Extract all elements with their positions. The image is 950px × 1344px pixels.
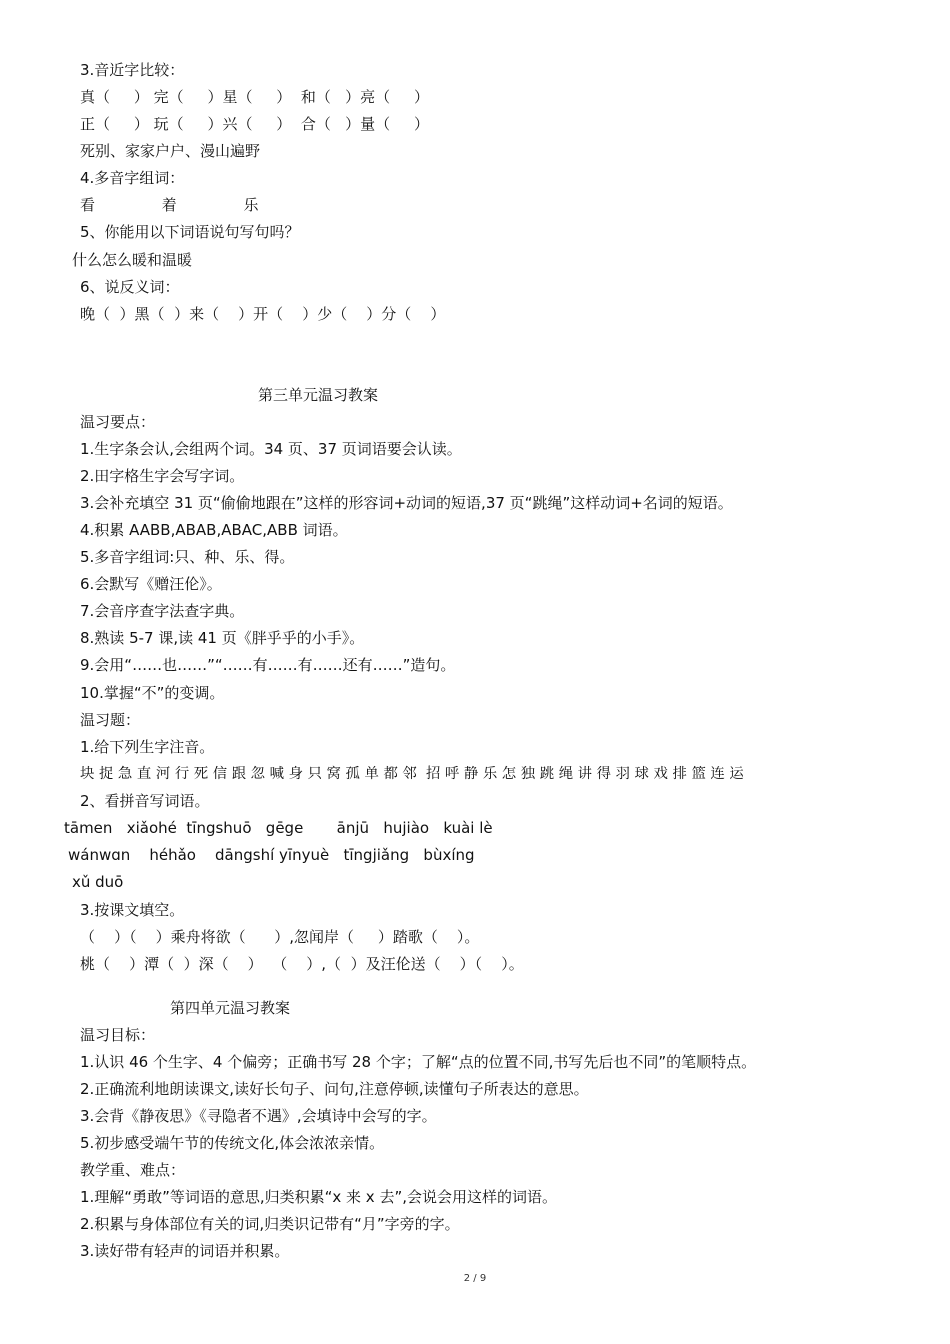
pinyin-line: wánwɑn héhǎo dāngshí yīnyuè tīngjiǎng bùxíng [68, 846, 475, 864]
text-line: 死别、家家户户、漫山遍野 [80, 142, 261, 160]
text-line: 5.多音字组词:只、种、乐、得。 [80, 548, 295, 566]
text-line: 8.熟读 5-7 课,读 41 页《胖乎乎的小手》。 [80, 629, 365, 647]
text-line: 温习要点： [80, 413, 156, 431]
text-line: 6.会默写《赠汪伦》。 [80, 575, 222, 593]
text-line: 1.理解“勇敢”等词语的意思,归类积累“x 来 x 去”,会说会用这样的词语。 [80, 1188, 557, 1206]
text-line: 2.积累与身体部位有关的词,归类识记带有“月”字旁的字。 [80, 1215, 460, 1233]
text-line: （ ）（ ）乘舟将欲（ ）,忽闻岸（ ）踏歌（ ）。 [80, 928, 480, 946]
heading-antonym: 6、说反义词： [80, 278, 180, 296]
text-line: 1.生字条会认,会组两个词。34 页、37 页词语要会认读。 [80, 440, 462, 458]
text-line: 4.积累 AABB,ABAB,ABAC,ABB 词语。 [80, 521, 348, 539]
heading-polyphone: 4.多音字组词： [80, 169, 185, 187]
text-line: 1.认识 46 个生字、4 个偏旁；正确书写 28 个字；了解“点的位置不同,书写先后也不同”的笔顺特点。 [80, 1053, 757, 1071]
text-line: 3.会背《静夜思》《寻隐者不遇》,会填诗中会写的字。 [80, 1107, 437, 1125]
text-line: 2.正确流利地朗读课文,读好长句子、问句,注意停顿,读懂句子所表达的意思。 [80, 1080, 589, 1098]
text-line: 2.田字格生字会写字词。 [80, 467, 245, 485]
unit3-title: 第三单元温习教案 [258, 386, 379, 404]
text-line: 温习目标： [80, 1026, 156, 1044]
heading-sentence: 5、你能用以下词语说句写句吗？ [80, 223, 300, 241]
text-line: 3.读好带有轻声的词语并积累。 [80, 1242, 290, 1260]
text-line: 1.给下列生字注音。 [80, 738, 215, 756]
text-line: 7.会音序查字法查字典。 [80, 602, 245, 620]
text-line: 2、看拼音写词语。 [80, 792, 210, 810]
text-line: 10.掌握“不”的变调。 [80, 684, 225, 702]
text-line: 3.会补充填空 31 页“偷偷地跟在”这样的形容词+动词的短语,37 页“跳绳”这样动词+名词的短语。 [80, 494, 733, 512]
unit4-title: 第四单元温习教案 [170, 999, 291, 1017]
text-line: 看 着 乐 [80, 196, 259, 214]
text-line: 3.按课文填空。 [80, 901, 185, 919]
page-number: 2 / 9 [463, 1273, 487, 1284]
text-line: 什么怎么暖和温暖 [72, 251, 193, 269]
text-line: 9.会用“……也……”“……有……有……还有……”造句。 [80, 656, 456, 674]
text-line: 块 捉 急 直 河 行 死 信 跟 忽 喊 身 只 窝 孤 单 都 邻 招 呼 静 乐 怎 独 跳 绳 讲 得 羽 球 戏 排 篮 连 运 [80, 766, 744, 782]
pinyin-line: xǔ duō [72, 873, 124, 891]
text-line: 晚（ ）黑（ ）来（ ）开（ ）少（ ）分（ ） [80, 305, 446, 323]
text-line: 教学重、难点： [80, 1161, 186, 1179]
text-line: 真（ ） 完（ ）星（ ） 和（ ）亮（ ） [80, 88, 429, 106]
text-line: 温习题： [80, 711, 141, 729]
text-line: 5.初步感受端午节的传统文化,体会浓浓亲情。 [80, 1134, 385, 1152]
heading-similar-sound: 3.音近字比较： [80, 61, 185, 79]
text-line: 桃（ ）潭（ ）深（ ） （ ）,（ ）及汪伦送（ ）（ ）。 [80, 955, 524, 973]
text-line: 正（ ） 玩（ ）兴（ ） 合（ ）量（ ） [80, 115, 429, 133]
pinyin-line: tāmen xiǎohé tīngshuō gēge ānjū hujiào kuài lè [64, 819, 493, 837]
